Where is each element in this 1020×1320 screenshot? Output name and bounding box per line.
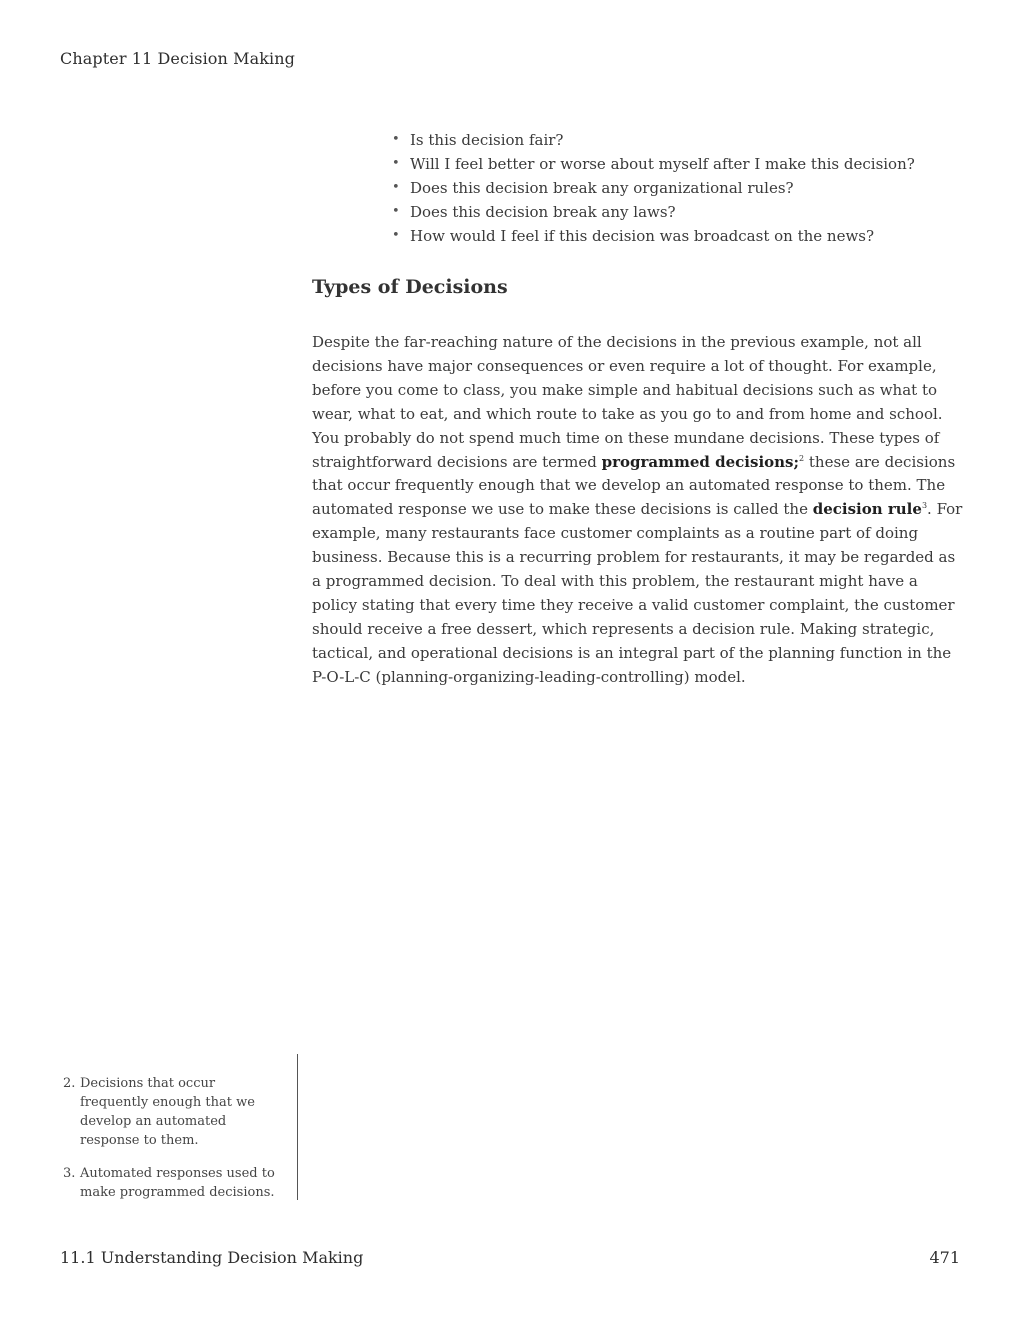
footnote <box>60 1164 287 1202</box>
footnote-ref[interactable]: 3 <box>921 501 928 511</box>
footnote <box>60 1074 287 1150</box>
key-term-programmed-decisions: programmed decisions; <box>601 452 800 471</box>
list-item: • Does this decision break any laws? <box>392 200 915 224</box>
section-heading: Types of Decisions <box>312 276 508 298</box>
footnote-text: Automated responses used to make programmed decisions. <box>80 1166 275 1200</box>
paragraph-text: these are decisions that occur frequently enough that we develop an automated response to them. The automated response we use to make these decisions is called the <box>312 452 956 519</box>
list-item: • Does this decision break any organizational rules? <box>392 176 915 200</box>
key-term-decision-rule: decision rule <box>812 500 922 519</box>
margin-footnotes <box>60 1054 298 1200</box>
footnote-number: 3. <box>63 1166 76 1181</box>
list-item: • Will I feel better or worse about myself after I make this decision? <box>392 152 915 176</box>
paragraph-text: . For example, many restaurants face customer complaints as a routine part of doing business. Because this is a recurring problem for restaurants, it may be regarded as a programmed decision. To deal with this problem, the restaurant might have a policy stating that every time they receive a valid customer complaint, the customer should receive a free dessert, which represents a decision rule. Making strategic, tactical, and operational decisions is an integral part of the planning function in the P-O-L-C (planning-organizing-leading-controlling) model. <box>312 500 963 686</box>
list-item: • Is this decision fair? <box>392 128 915 152</box>
footnote-ref[interactable]: 2 <box>799 453 805 463</box>
paragraph-text: Despite the far-reaching nature of the decisions in the previous example, not all decisions have major consequences or even require a lot of thought. For example, before you come to class, you make simple and habitual decisions such as what to wear, what to eat, and which route to take as you go to and from home and school. You probably do not spend much time on these mundane decisions. These types of straightforward decisions are termed <box>312 333 943 471</box>
body-paragraph <box>312 331 967 690</box>
footnote-number: 2. <box>63 1076 76 1091</box>
page-number: 471 <box>929 1248 960 1267</box>
running-header: Chapter 11 Decision Making <box>60 49 296 68</box>
list-item: • How would I feel if this decision was broadcast on the news? <box>392 224 915 248</box>
footnote-text: Decisions that occur frequently enough that we develop an automated response to them. <box>80 1076 255 1148</box>
question-list <box>392 128 915 248</box>
running-footer: 11.1 Understanding Decision Making <box>60 1248 364 1267</box>
